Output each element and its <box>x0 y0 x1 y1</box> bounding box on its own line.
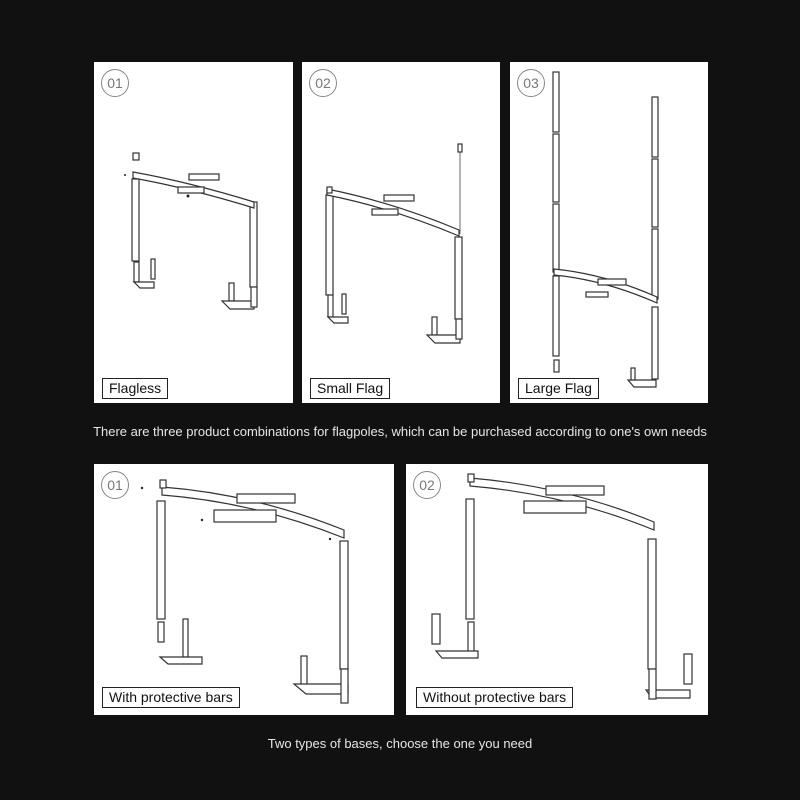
with-protective-bars-diagram <box>94 464 394 715</box>
panel-flagless <box>94 62 293 403</box>
small-flag-diagram <box>302 62 500 403</box>
large-flag-diagram <box>510 62 708 403</box>
panel-number: 02 <box>413 471 441 499</box>
top-caption: There are three product combinations for flagpoles, which can be purchased according to one's own needs <box>93 424 707 439</box>
panel-number: 03 <box>517 69 545 97</box>
panel-number: 02 <box>309 69 337 97</box>
panel-large-flag <box>510 62 708 403</box>
panel-number: 01 <box>101 69 129 97</box>
without-protective-bars-diagram <box>406 464 708 715</box>
panel-without-protective-bars <box>406 464 708 715</box>
panel-label: With protective bars <box>102 687 240 708</box>
panel-label: Flagless <box>102 378 168 399</box>
bottom-caption: Two types of bases, choose the one you need <box>267 736 533 751</box>
panel-label: Small Flag <box>310 378 390 399</box>
panel-with-protective-bars <box>94 464 394 715</box>
panel-label: Without protective bars <box>416 687 573 708</box>
panel-number: 01 <box>101 471 129 499</box>
flagless-diagram <box>94 62 293 403</box>
panel-label: Large Flag <box>518 378 599 399</box>
panel-small-flag <box>302 62 500 403</box>
